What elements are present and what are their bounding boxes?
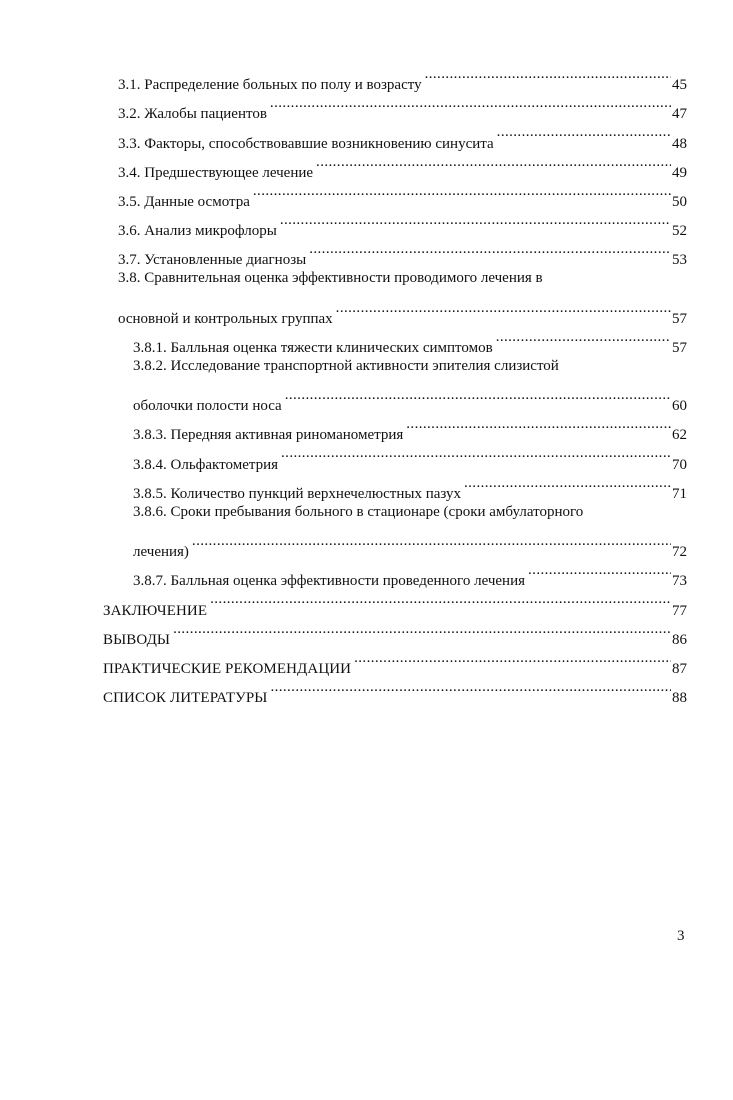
dot-leader — [285, 381, 671, 410]
toc-entry-3-7[interactable] — [0, 235, 733, 269]
toc-entry-title: 3.8.7. Балльная оценка эффективности проведенного лечения — [133, 573, 526, 590]
toc-entry-3-8-line1[interactable] — [0, 264, 733, 293]
toc-entry-3-6[interactable] — [0, 206, 733, 240]
dot-leader — [281, 439, 671, 468]
toc-entry-page: 50 — [672, 193, 687, 210]
toc-entry-page: 77 — [672, 602, 687, 619]
toc-entry-page: 53 — [672, 252, 687, 269]
toc-entry-title: 3.7. Установленные диагнозы — [118, 252, 307, 269]
dot-leader — [309, 235, 671, 264]
dot-leader — [270, 673, 671, 702]
toc-entry-page: 87 — [672, 660, 687, 677]
dot-leader — [354, 644, 671, 673]
toc-entry-title: ЗАКЛЮЧЕНИЕ — [103, 602, 208, 619]
dot-leader — [496, 323, 671, 352]
toc-entry-references[interactable] — [0, 673, 733, 707]
toc-entry-title-continued: основной и контрольных группах — [118, 310, 333, 327]
toc-entry-title: 3.8.1. Балльная оценка тяжести клинических симптомов — [133, 339, 493, 356]
toc-entry-title: 3.4. Предшествующее лечение — [118, 164, 314, 181]
dot-leader — [253, 177, 671, 206]
dot-leader — [425, 60, 671, 89]
toc-entry-page: 45 — [672, 77, 687, 94]
toc-entry-title: 3.8.5. Количество пункций верхнечелюстных пазух — [133, 485, 461, 502]
toc-entry-title-continued: лечения) — [133, 544, 189, 561]
dot-leader — [173, 615, 671, 644]
dot-leader — [497, 118, 671, 147]
toc-entry-title: 3.3. Факторы, способствовавшие возникновению синусита — [118, 135, 494, 152]
dot-leader — [192, 527, 671, 556]
toc-entry-title: 3.5. Данные осмотра — [118, 193, 250, 210]
toc-entry-3-8-2-line1[interactable] — [0, 352, 733, 381]
toc-entry-page: 71 — [672, 485, 687, 502]
toc-entry-title: 3.2. Жалобы пациентов — [118, 106, 267, 123]
toc-entry-findings[interactable] — [0, 615, 733, 648]
dot-leader — [464, 469, 671, 498]
toc-entry-3-8-7[interactable] — [0, 556, 733, 590]
toc-entry-3-8-6-line2[interactable] — [0, 527, 733, 561]
toc-entry-page: 48 — [672, 135, 687, 152]
page-number: 3 — [677, 928, 685, 944]
toc-entry-page: 60 — [672, 398, 687, 415]
toc-entry-conclusion[interactable] — [0, 585, 733, 619]
dot-leader — [336, 294, 671, 323]
toc-entry-page: 49 — [672, 164, 687, 181]
dot-leader — [528, 556, 671, 585]
toc-entry-title: 3.8.3. Передняя активная риноманометрия — [133, 427, 404, 444]
toc-entry-title: ВЫВОДЫ — [103, 631, 171, 648]
toc-entry-3-4[interactable] — [0, 148, 733, 181]
dot-leader — [210, 585, 671, 614]
toc-entry-3-8-2-line2[interactable] — [0, 381, 733, 415]
toc-entry-page: 73 — [672, 573, 687, 590]
toc-entry-title: 3.1. Распределение больных по полу и возрасту — [118, 77, 422, 94]
toc-entry-title: 3.6. Анализ микрофлоры — [118, 223, 277, 240]
dot-leader — [280, 206, 671, 235]
toc-entry-page: 62 — [672, 427, 687, 444]
toc-entry-page: 88 — [672, 690, 687, 707]
dot-leader — [316, 148, 671, 177]
toc-entry-3-8-4[interactable] — [0, 439, 733, 473]
toc-entry-title: ПРАКТИЧЕСКИЕ РЕКОМЕНДАЦИИ — [103, 660, 352, 677]
toc-entry-3-5[interactable] — [0, 177, 733, 210]
toc-entry-title: СПИСОК ЛИТЕРАТУРЫ — [103, 690, 268, 707]
toc-entry-title-continued: оболочки полости носа — [133, 398, 282, 415]
toc-entry-page: 72 — [672, 544, 687, 561]
toc-entry-3-8-5[interactable] — [0, 469, 733, 502]
toc-entry-3-3[interactable] — [0, 118, 733, 152]
toc-entry-3-2[interactable] — [0, 89, 733, 123]
toc-entry-title: 3.8.6. Сроки пребывания больного в стационаре (сроки амбулаторного — [133, 503, 584, 520]
toc-entry-page: 47 — [672, 106, 687, 123]
table-of-contents — [0, 60, 733, 707]
toc-entry-page: 86 — [672, 631, 687, 648]
toc-entry-page: 70 — [672, 456, 687, 473]
toc-entry-title: 3.8.4. Ольфактометрия — [133, 456, 279, 473]
dot-leader — [270, 89, 671, 118]
toc-entry-title: 3.8. Сравнительная оценка эффективности проводимого лечения в — [118, 270, 543, 287]
toc-entry-3-8-3[interactable] — [0, 410, 733, 444]
toc-entry-page: 52 — [672, 223, 687, 240]
toc-entry-3-8-line2[interactable] — [0, 294, 733, 327]
toc-entry-3-1[interactable] — [0, 60, 733, 94]
toc-entry-title: 3.8.2. Исследование транспортной активности эпителия слизистой — [133, 357, 559, 374]
toc-entry-page: 57 — [672, 310, 687, 327]
toc-entry-3-8-1[interactable] — [0, 323, 733, 356]
toc-entry-page: 57 — [672, 339, 687, 356]
dot-leader — [406, 410, 671, 439]
toc-entry-recommendations[interactable] — [0, 644, 733, 677]
toc-entry-3-8-6-line1[interactable] — [0, 498, 733, 527]
